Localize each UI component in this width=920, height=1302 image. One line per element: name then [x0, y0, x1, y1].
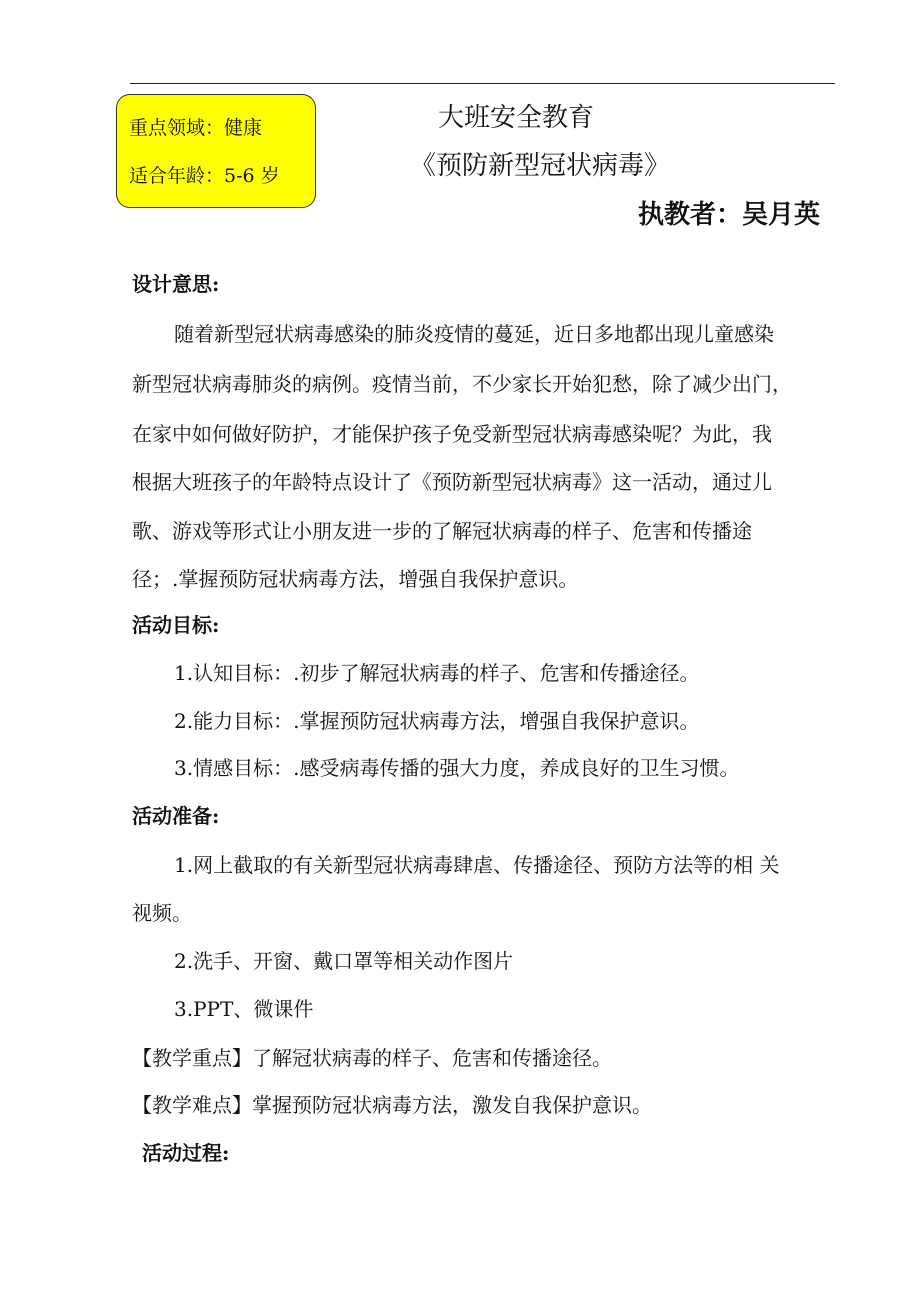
page-title: 大班安全教育 [438, 103, 595, 133]
paragraph-line: 径；.掌握预防冠状病毒方法，增强自我保护意识。 [132, 567, 579, 591]
teaching-difficulty: 【教学难点】掌握预防冠状病毒方法，激发自我保护意识。 [132, 1093, 652, 1117]
domain-label: 重点领域：健康 [129, 117, 263, 139]
lesson-title: 《预防新型冠状病毒》 [410, 151, 671, 181]
preparation-item: 3.PPT、微课件 [174, 997, 314, 1021]
section-heading-preparation: 活动准备: [132, 804, 220, 828]
top-rule [130, 83, 835, 84]
section-heading-design: 设计意思: [132, 272, 220, 296]
goal-item: 2.能力目标：.掌握预防冠状病毒方法，增强自我保护意识。 [174, 709, 700, 733]
info-box [116, 94, 316, 208]
preparation-item: 视频。 [132, 901, 192, 925]
preparation-item: 2.洗手、开窗、戴口罩等相关动作图片 [174, 949, 514, 973]
teacher-name: 执教者：吴月英 [638, 200, 821, 230]
goal-item: 3.情感目标：.感受病毒传播的强大力度，养成良好的卫生习惯。 [174, 756, 740, 780]
teaching-key-point: 【教学重点】了解冠状病毒的样子、危害和传播途径。 [132, 1046, 612, 1070]
paragraph-line: 根据大班孩子的年龄特点设计了《预防新型冠状病毒》这一活动，通过儿 [132, 470, 772, 494]
paragraph-line: 新型冠状病毒肺炎的病例。疫情当前，不少家长开始犯愁，除了减少出门， [132, 372, 792, 396]
age-label: 适合年龄：5-6 岁 [129, 165, 280, 187]
section-heading-process: 活动过程: [142, 1141, 230, 1165]
paragraph-line: 随着新型冠状病毒感染的肺炎疫情的蔓延，近日多地都出现儿童感染 [174, 322, 774, 346]
paragraph-line: 歌、游戏等形式让小朋友进一步的了解冠状病毒的样子、危害和传播途 [132, 519, 752, 543]
preparation-item: 1.网上截取的有关新型冠状病毒肆虐、传播途径、预防方法等的相 关 [174, 853, 780, 877]
paragraph-line: 在家中如何做好防护，才能保护孩子免受新型冠状病毒感染呢？为此，我 [132, 422, 772, 446]
section-heading-goals: 活动目标: [132, 613, 220, 637]
goal-item: 1.认知目标：.初步了解冠状病毒的样子、危害和传播途径。 [174, 661, 700, 685]
